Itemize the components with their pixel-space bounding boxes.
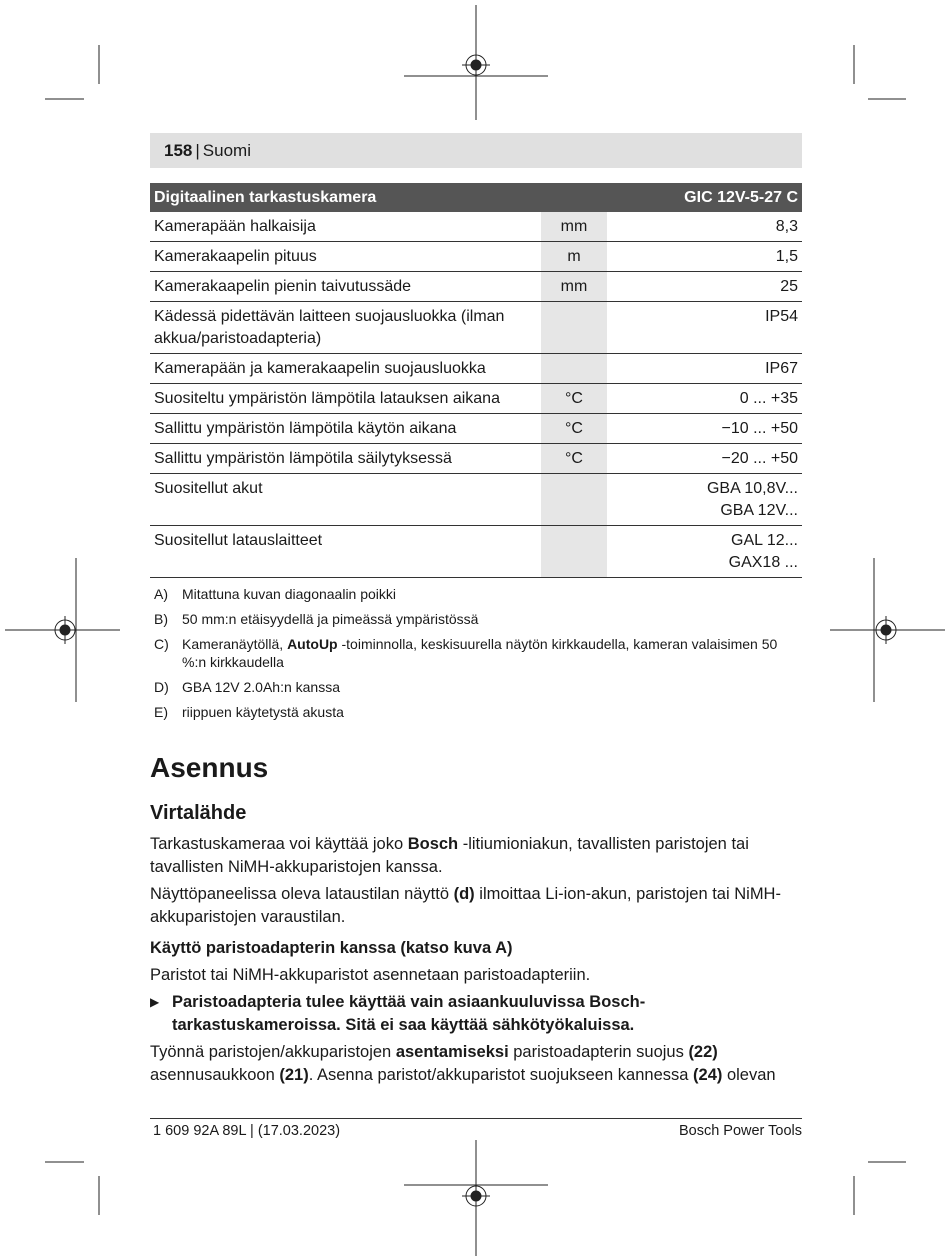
spec-label: Kamerakaapelin pituus — [154, 248, 317, 265]
spec-value: GBA 10,8V... GBA 12V... — [706, 480, 798, 519]
page-header — [150, 133, 802, 168]
paragraph — [150, 883, 806, 929]
text-part: Tarkastuskameraa voi käyttää joko — [150, 835, 408, 853]
spec-unit: m — [541, 242, 607, 271]
warning-text: Paristoadapteria tulee käyttää vain asiaankuuluvissa Bosch-tarkastuskameroissa. Sitä ei saa käyttää sähkötyökaluissa. — [172, 993, 646, 1034]
footer-document-id: 1 609 92A 89L | (17.03.2023) — [153, 1123, 341, 1139]
text-part: ilmoittaa Li-ion-akun, paristojen tai NiMH-akkuparistojen varaustilan. — [150, 885, 781, 926]
footnote-bold-term: AutoUp — [287, 636, 338, 652]
footnote-key: E) — [154, 704, 168, 720]
spec-row — [150, 474, 802, 526]
header-language: Suomi — [202, 141, 251, 160]
text-part: asennusaukkoon — [150, 1066, 280, 1084]
section-body — [150, 749, 806, 1091]
footnote — [154, 703, 794, 721]
footnote-text-part: -toiminnolla, keskisuurella näytön kirkkaudella, kameran valaisimen 50 %:n kirkkaudella — [182, 636, 778, 670]
spec-unit: °C — [541, 384, 607, 413]
footnote-key: C) — [154, 636, 169, 652]
triangle-bullet-icon: ▶ — [150, 995, 160, 1009]
spec-unit — [541, 354, 607, 383]
spec-row — [150, 414, 802, 444]
footnote — [154, 678, 794, 696]
text-part: -litiumioniakun, tavallisten paristojen tai tavallisten NiMH-akkuparistojen kanssa. — [150, 835, 749, 876]
spec-value: −20 ... +50 — [721, 450, 798, 467]
spec-row — [150, 354, 802, 384]
footnote — [154, 610, 794, 628]
spec-label: Suositellut latauslaitteet — [154, 532, 323, 549]
spec-value: IP67 — [765, 360, 798, 377]
spec-label: Kädessä pidettävän laitteen suojausluokka (ilman akkua/paristoadapteria) — [154, 308, 505, 347]
footnote-key: A) — [154, 586, 168, 602]
footnotes — [154, 585, 794, 728]
spec-value: IP54 — [765, 308, 798, 325]
spec-value: 25 — [780, 278, 798, 295]
spec-table — [150, 183, 802, 578]
footnote-text-part: Kameranäytöllä, — [182, 636, 288, 652]
spec-unit: mm — [541, 272, 607, 301]
page-number: 158 — [164, 141, 193, 160]
spec-table-model: GIC 12V-5-27 C — [684, 188, 798, 206]
spec-row — [150, 272, 802, 302]
spec-row — [150, 526, 802, 578]
spec-label: Suositellut akut — [154, 480, 263, 497]
footnote-text: riippuen käytetystä akusta — [182, 704, 344, 720]
spec-unit — [541, 526, 607, 577]
spec-unit — [541, 302, 607, 353]
spec-row — [150, 242, 802, 272]
spec-label: Kamerapään halkaisija — [154, 218, 316, 235]
text-part: Työnnä paristojen/akkuparistojen — [150, 1043, 396, 1061]
page-footer — [150, 1118, 802, 1139]
spec-row — [150, 384, 802, 414]
section-subtitle: Virtalähde — [150, 802, 247, 824]
spec-table-header — [150, 183, 802, 212]
spec-row — [150, 444, 802, 474]
text-part: Näyttöpaneelissa oleva lataustilan näyttö — [150, 885, 454, 903]
paragraph — [150, 1041, 806, 1087]
spec-label: Suositeltu ympäristön lämpötila latauksen aikana — [154, 390, 500, 407]
spec-value: GAL 12... GAX18 ... — [728, 532, 798, 571]
footnote — [154, 585, 794, 603]
spec-label: Sallittu ympäristön lämpötila käytön aikana — [154, 420, 457, 437]
spec-unit — [541, 474, 607, 525]
spec-unit: °C — [541, 414, 607, 443]
bold-term: (d) — [453, 885, 475, 903]
spec-value: 8,3 — [775, 218, 798, 235]
bold-term: (22) — [688, 1043, 718, 1061]
footnote-key: B) — [154, 611, 168, 627]
paragraph: Paristot tai NiMH-akkuparistot asennetaan paristoadapteriin. — [150, 966, 591, 984]
footnote-text: 50 mm:n etäisyydellä ja pimeässä ympäristössä — [182, 611, 479, 627]
spec-row — [150, 212, 802, 242]
bold-term: (21) — [279, 1066, 309, 1084]
spec-label: Kamerakaapelin pienin taivutussäde — [154, 278, 412, 295]
spec-value: 1,5 — [775, 248, 798, 265]
footer-brand: Bosch Power Tools — [678, 1123, 802, 1139]
text-part: . Asenna paristot/akkuparistot suojukseen kannessa — [308, 1066, 694, 1084]
spec-table-title: Digitaalinen tarkastuskamera — [154, 188, 377, 206]
spec-value: −10 ... +50 — [721, 420, 798, 437]
spec-unit: °C — [541, 444, 607, 473]
section-title: Asennus — [150, 752, 269, 783]
footnote — [154, 635, 794, 671]
spec-label: Sallittu ympäristön lämpötila säilytyksessä — [154, 450, 452, 467]
text-part: olevan — [722, 1066, 776, 1084]
bold-term: asentamiseksi — [395, 1043, 509, 1061]
bold-term: (24) — [693, 1066, 723, 1084]
spec-unit: mm — [541, 212, 607, 241]
spec-row — [150, 302, 802, 354]
header-separator: | — [195, 141, 200, 160]
spec-value: 0 ... +35 — [739, 390, 798, 407]
spec-label: Kamerapään ja kamerakaapelin suojausluokka — [154, 360, 486, 377]
footnote-text: GBA 12V 2.0Ah:n kanssa — [182, 679, 340, 695]
footnote-text — [182, 635, 794, 671]
paragraph — [150, 833, 806, 879]
warning-item — [150, 991, 806, 1037]
bold-term: Bosch — [407, 835, 459, 853]
footnote-key: D) — [154, 679, 169, 695]
text-part: paristoadapterin suojus — [508, 1043, 689, 1061]
subsection-heading: Käyttö paristoadapterin kanssa (katso kuva A) — [150, 939, 513, 957]
footnote-text: Mitattuna kuvan diagonaalin poikki — [182, 586, 397, 602]
